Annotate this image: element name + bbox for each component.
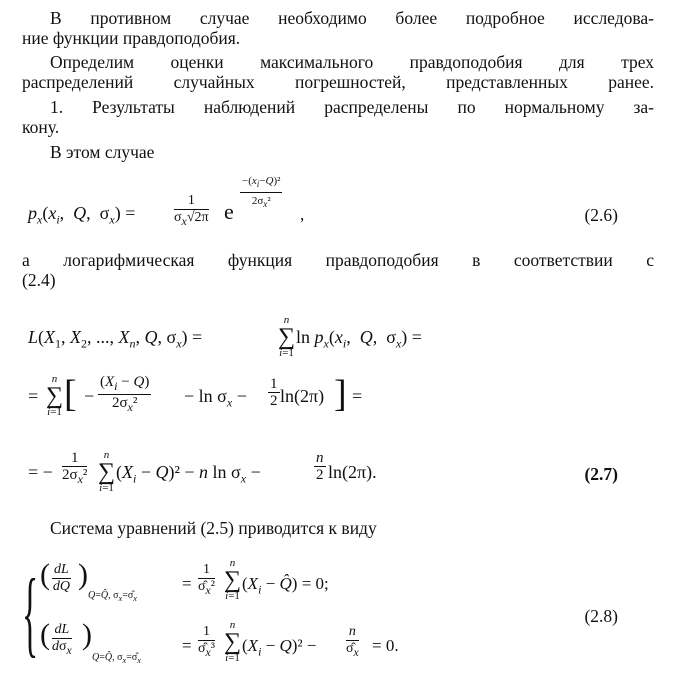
text-line: В противном случае необходимо более подробное исследова-: [50, 8, 654, 28]
text-line: Система уравнений (2.5) приводится к виду: [50, 518, 377, 538]
text-line: распределений случайных погрешностей, представленных ранее.: [22, 72, 654, 92]
equation-2-8: { ( $\frac{dL}{dQ}$ ) Q=Q̂, $\sigma_x=\sigmâ_x$ = $\frac{1}{\sigmâ_x^2}$ n ∑ i=1 ($X_i$ − Q̂) = 0; ( dL $d\sigma_x$ ) Q=Q̂, $\sigma_x=\sigmâ_x$ = $\frac{1}{\sigmâ_x^3}$ n ∑ i=1 $(X_i - Q)^2$ − $\frac{n}{\sigmâ_x}$ = 0. (2.8): [22, 557, 618, 666]
equation-2-7-line-2: = n ∑ i=1 [ − $\frac{(X_i - Q)}{2\sigma_x^2}$ − $\ln \sigma_x$ − $\frac{1}{2}$ ln(2π) ] =: [28, 373, 363, 418]
text-line: (2.4): [22, 270, 56, 290]
text-line: кону.: [22, 117, 60, 137]
equation-number: (2.6): [584, 205, 618, 225]
equation-2-6: $p_x(x_i$, Q, $\sigma_x$) = $\frac{1}{\sigma_x√2\pi}$ e $\frac{-(x_i-Q)^2}{2\sigma_x^2}$ , (2.6): [28, 175, 618, 228]
text-line: 1. Результаты наблюдений распределены по нормальному за-: [50, 97, 654, 117]
text-line: В этом случае: [50, 142, 155, 162]
equation-number: (2.8): [584, 606, 618, 626]
equation-number: (2.7): [584, 464, 618, 484]
text-line: ние функции правдоподобия.: [22, 28, 241, 48]
text-line: Определим оценки максимального правдоподобия для трех: [50, 52, 654, 72]
equation-2-7-line-1: $L(X_1$, $X_2$, ..., $X_n$, Q, $\sigma_x$) = n ∑ i=1 $\ln p_x(x_i$, Q, $\sigma_x$) =: [28, 314, 422, 359]
text-line: а логарифмическая функция правдоподобия в соответствии с: [22, 250, 654, 270]
equation-2-7-line-3: = − $\frac{1}{2\sigma_x^2}$ n ∑ i=1 $(X_i - Q)^2 - n$ $\ln \sigma_x$ − $\frac{n}{2}$ ln(2π). (2.7): [28, 449, 618, 494]
